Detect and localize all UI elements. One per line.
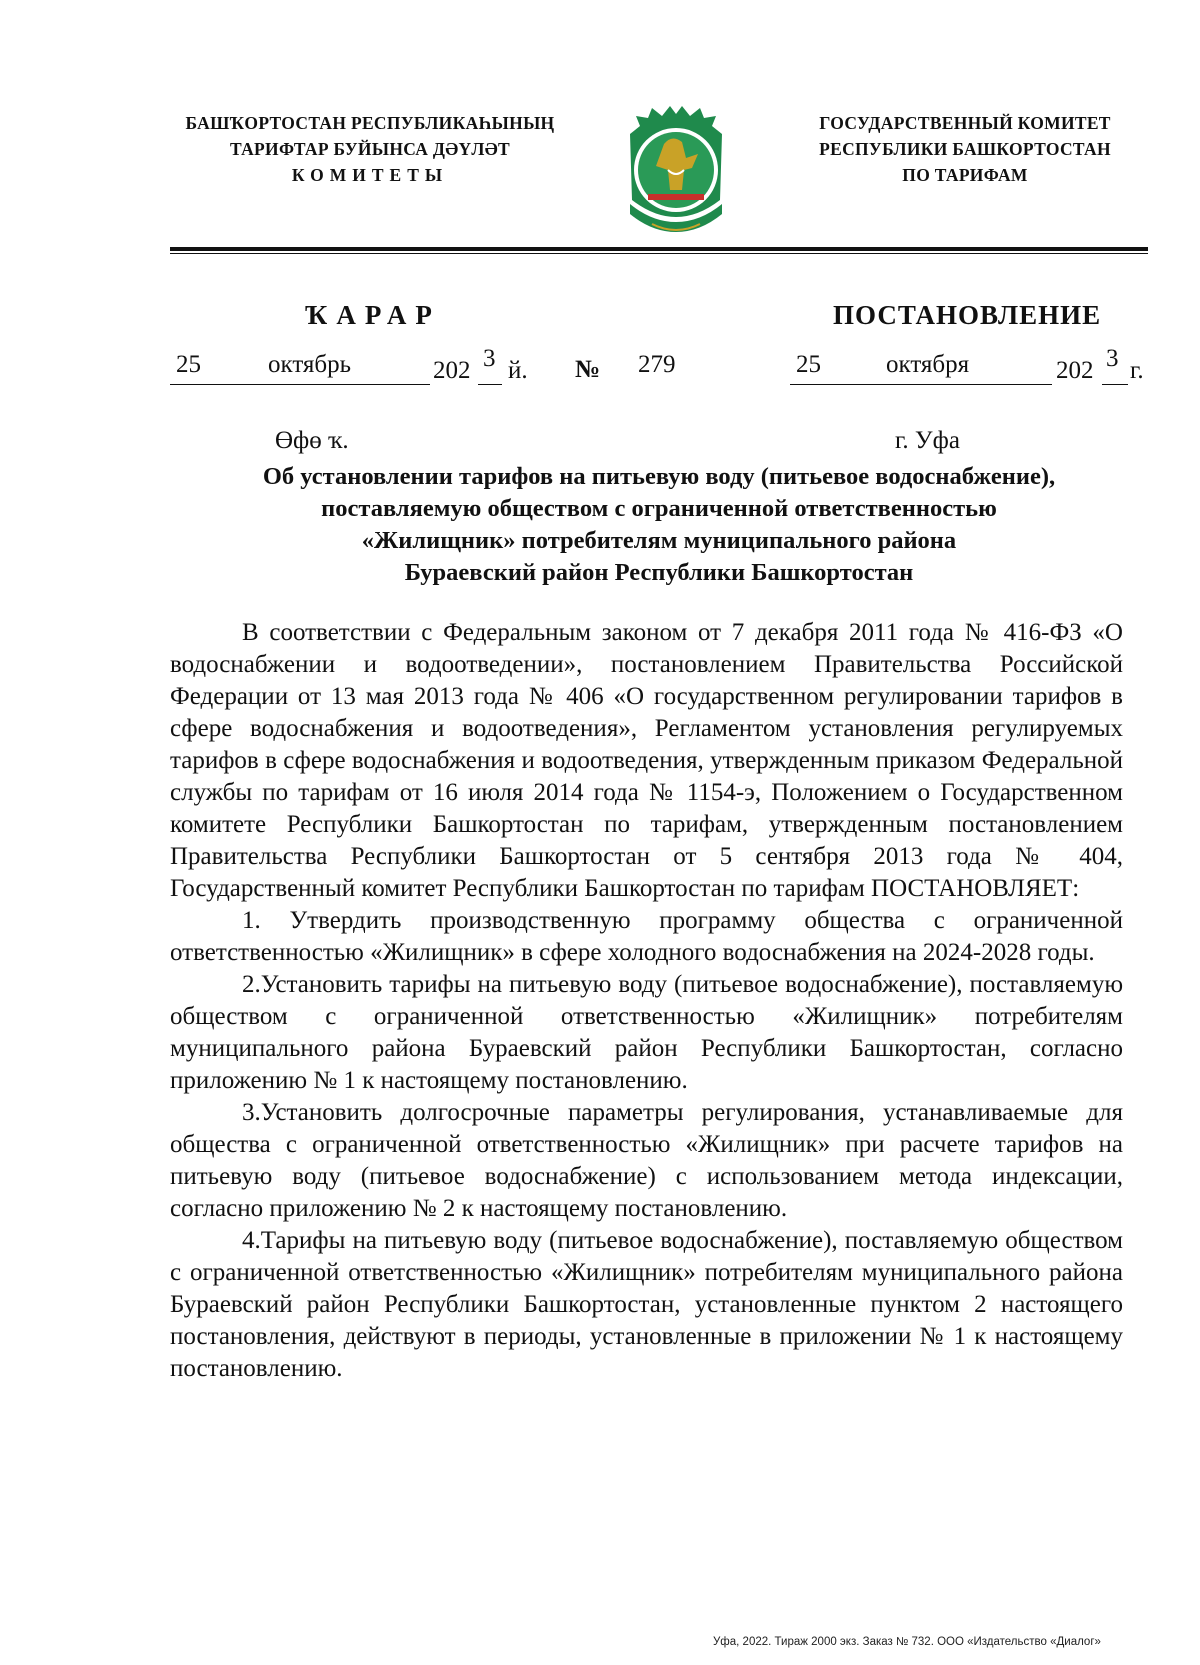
header-right-line-1: ГОСУДАРСТВЕННЫЙ КОМИТЕТ [819,113,1111,133]
date-line-bashkir [170,345,540,385]
date-year-digit: 3 [483,345,496,372]
clause-4: 4.Тарифы на питьевую воду (питьевое водоснабжение), поставляемую обществом с ограниченной ответственностью «Жилищник» потребителям муниципального района Бураевский район Республики Башкортостан, установленные пунктом 2 настоящего постановления, действуют в периоды, установленные в приложении № 1 к настоящему постановлению. [170,1227,1123,1382]
date-suffix: г. [1130,357,1144,384]
document-title [170,461,1148,589]
date-month: октябрь [268,351,352,378]
coat-of-arms-icon [612,104,740,240]
header-divider-thick [170,247,1148,251]
header-left-line-1: БАШҠОРТОСТАН РЕСПУБЛИКАҺЫНЫҢ [185,113,555,133]
document-body [170,617,1123,1385]
date-year-prefix: 202 [433,357,471,384]
date-day: 25 [176,351,201,378]
header-left-block [150,110,590,188]
clause-3: 3.Установить долгосрочные параметры регулирования, устанавливаемые для общества с ограниченной ответственностью «Жилищник» при расчете тарифов на питьевую воду (питьевое водоснабжение) с использованием метода индексации, согласно приложению № 2 к настоящему постановлению. [170,1099,1123,1222]
title-line-2: поставляемую обществом с ограниченной ответственностью [321,495,997,522]
doc-type-bashkir: ҠАРАР [305,300,441,330]
header-right-line-3: ПО ТАРИФАМ [902,165,1028,185]
header-right-block [780,110,1150,188]
print-imprint: Уфа, 2022. Тираж 2000 экз. Заказ № 732. ООО «Издательство «Диалог» [713,1636,1101,1648]
date-day: 25 [796,351,821,378]
header-left-line-2: ТАРИФТАР БУЙЫНСА ДӘҮЛӘТ [230,139,510,159]
title-line-3: «Жилищник» потребителям муниципального района [361,527,957,554]
header-divider-thin [170,253,1148,254]
title-line-4: Бураевский район Республики Башкортостан [404,559,914,586]
clause-2: 2.Установить тарифы на питьевую воду (питьевое водоснабжение), поставляемую обществом с ограниченной ответственностью «Жилищник» потребителям муниципального района Бураевский район Республики Башкортостан, согласно приложению № 1 к настоящему постановлению. [170,971,1123,1094]
document-number: 279 [638,351,676,378]
preamble-paragraph: В соответствии с Федеральным законом от 7 декабря 2011 года № 416-ФЗ «О водоснабжении и водоотведении», постановлением Правительства Российской Федерации от 13 мая 2013 года № 406 «О государственном регулировании тарифов в сфере водоснабжения и водоотведения», Регламентом установления регулируемых тарифов в сфере водоснабжения и водоотведения, утвержденным приказом Федеральной службы по тарифам от 16 июля 2014 года № 1154-э, Положением о Государственном комитете Республики Башкортостан по тарифам, утвержденным постановлением Правительства Республики Башкортостан от 5 сентября 2013 года № 404, Государственный комитет Республики Башкортостан по тарифам ПОСТАНОВЛЯЕТ: [170,619,1123,902]
date-line-russian [790,345,1152,385]
title-line-1: Об установлении тарифов на питьевую воду (питьевое водоснабжение), [262,463,1056,490]
date-year-digit: 3 [1106,345,1119,372]
date-suffix: й. [508,357,528,384]
header-left-line-3: КОМИТЕТЫ [291,165,449,185]
doc-type-russian: ПОСТАНОВЛЕНИЕ [833,300,1102,330]
date-year-prefix: 202 [1056,357,1094,384]
clause-1: 1. Утвердить производственную программу общества с ограниченной ответственностью «Жилищник» в сфере холодного водоснабжения на 2024-2028 годы. [170,907,1123,966]
date-month: октября [886,351,970,378]
number-sign: № [575,356,601,383]
city-russian: г. Уфа [895,427,960,454]
header-right-line-2: РЕСПУБЛИКИ БАШКОРТОСТАН [819,139,1111,159]
city-bashkir: Өфө ҡ. [275,427,349,454]
